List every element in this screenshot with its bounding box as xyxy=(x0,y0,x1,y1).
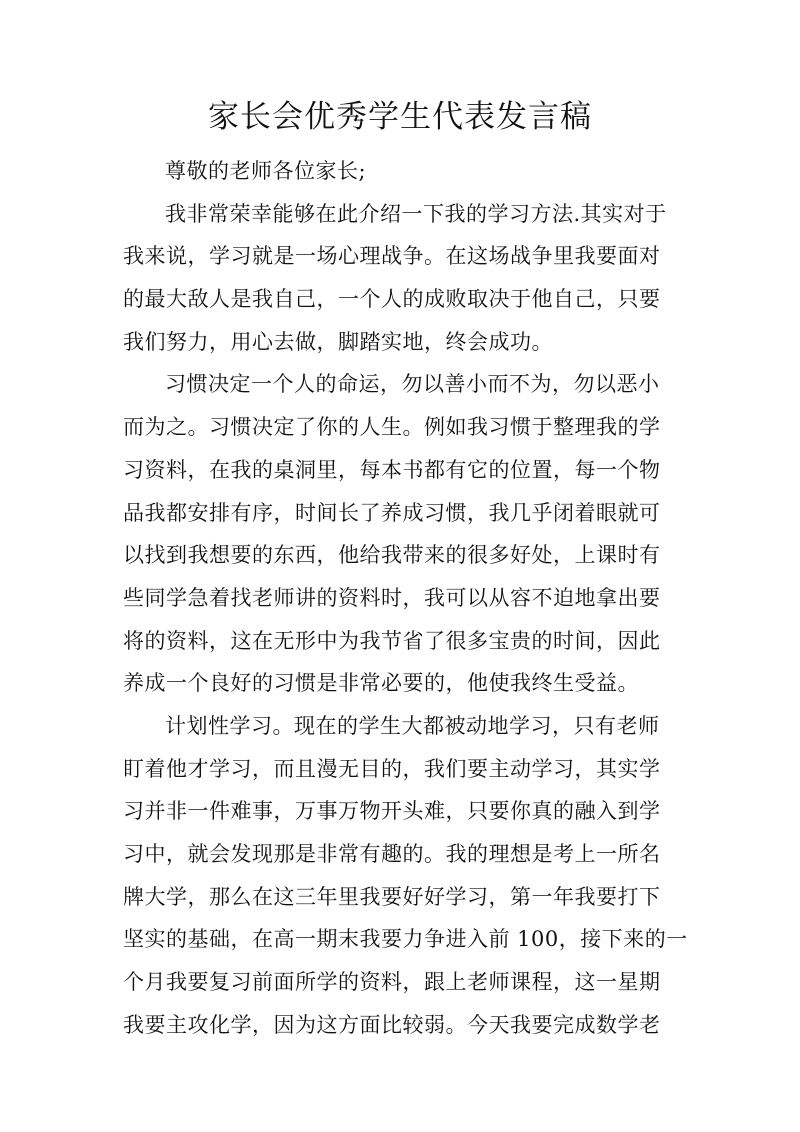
paragraph-line: 而为之。习惯决定了你的人生。例如我习惯于整理我的学 xyxy=(123,415,661,440)
paragraph-line: 将的资料，这在无形中为我节省了很多宝贵的时间，因此 xyxy=(123,628,661,653)
paragraph-line: 盯着他才学习，而且漫无目的，我们要主动学习，其实学 xyxy=(123,756,661,781)
paragraph-line: 个月我要复习前面所学的资料，跟上老师课程，这一星期 xyxy=(123,970,661,995)
paragraph-line: 品我都安排有序，时间长了养成习惯，我几乎闭着眼就可 xyxy=(123,500,661,525)
document-body xyxy=(123,150,688,1046)
paragraph-line: 习中，就会发现那是非常有趣的。我的理想是考上一所名 xyxy=(123,842,661,866)
paragraph-line: 以找到我想要的东西，他给我带来的很多好处，上课时有 xyxy=(123,543,661,568)
paragraph-line: 坚实的基础，在高一期末我要力争进入前 100，接下来的一 xyxy=(123,927,688,952)
paragraph-line: 习资料，在我的桌洞里，每本书都有它的位置，每一个物 xyxy=(123,457,661,482)
paragraph-line: 我要主攻化学，因为这方面比较弱。今天我要完成数学老 xyxy=(123,1012,661,1037)
paragraph-line: 我来说，学习就是一场心理战争。在这场战争里我要面对 xyxy=(123,244,661,269)
paragraph-line: 牌大学，那么在这三年里我要好好学习，第一年我要打下 xyxy=(123,884,661,909)
paragraph-line: 习并非一件难事，万事万物开头难，只要你真的融入到学 xyxy=(123,799,661,824)
paragraph-line: 养成一个良好的习惯是非常必要的，他使我终生受益。 xyxy=(123,671,639,696)
paragraph-line: 计划性学习。现在的学生大都被动地学习，只有老师 xyxy=(165,713,660,738)
salutation-line: 尊敬的老师各位家长; xyxy=(165,159,367,183)
paragraph-line: 我们努力，用心去做，脚踏实地，终会成功。 xyxy=(123,329,553,354)
document-title: 家长会优秀学生代表发言稿 xyxy=(208,99,592,135)
paragraph-line: 习惯决定一个人的命运，勿以善小而不为，勿以恶小 xyxy=(165,372,660,397)
paragraph-line: 些同学急着找老师讲的资料时，我可以从容不迫地拿出要 xyxy=(123,585,661,610)
paragraph-line: 我非常荣幸能够在此介绍一下我的学习方法.其实对于 xyxy=(165,201,667,226)
paragraph-line: 的最大敌人是我自己，一个人的成败取决于他自己，只要 xyxy=(123,287,661,312)
